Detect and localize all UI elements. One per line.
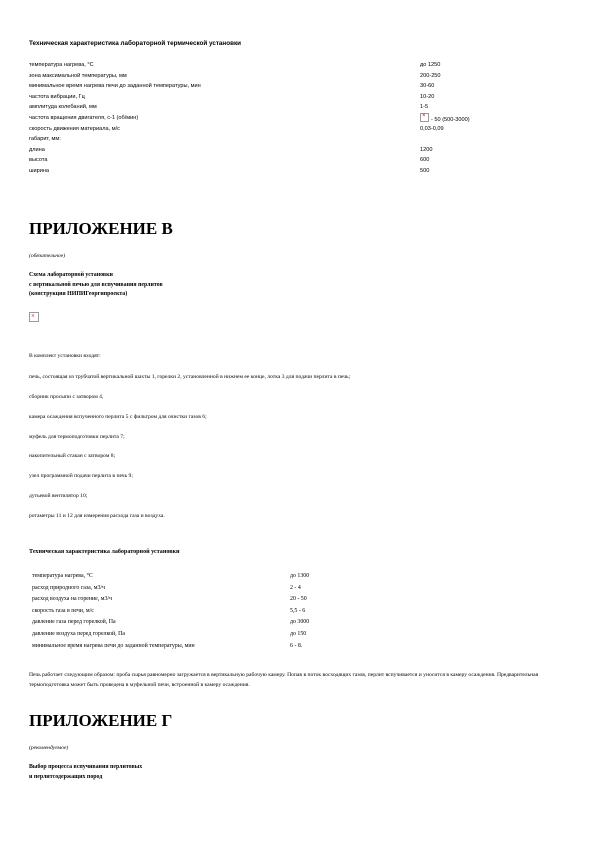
appendix-v-title: ПРИЛОЖЕНИЕ В — [29, 219, 173, 238]
scheme-title-line: Схема лабораторной установки — [29, 272, 113, 278]
spec1-value: 500 — [420, 167, 430, 174]
spec-table-2 — [32, 571, 552, 652]
composition-item: накопительный стакан с затвором 8; — [29, 453, 116, 459]
spec2-value: 6 - 8. — [290, 642, 303, 649]
appendix-g-subtitle: (рекомендуемое) — [29, 745, 69, 751]
spec2-value: до 1300 — [290, 573, 310, 579]
spec1-label: амплитуда колебаний, мм — [29, 104, 97, 111]
composition-item: дутьевой вентилятор 10; — [29, 493, 88, 499]
spec1-value: 1200 — [420, 146, 433, 153]
spec1-row — [29, 102, 569, 113]
spec2-label: расход воздуха на горение, м3/ч — [32, 596, 113, 603]
spec1-value: 200-250 — [420, 72, 441, 79]
spec1-label: частота вибрации, Гц — [29, 93, 85, 100]
spec2-label: давление газа перед горелкой, Па — [32, 619, 116, 626]
spec2-row — [32, 617, 552, 629]
scheme-title — [29, 271, 163, 300]
spec2-row — [32, 583, 552, 595]
spec1-row — [29, 60, 569, 71]
composition-item: узел программной подачи перлита в печь 9; — [29, 473, 133, 479]
spec1-label: высота — [29, 157, 48, 164]
spec2-label: давление воздуха перед горелкой, Па — [32, 630, 125, 637]
appendix-v-subtitle: (обязательное) — [29, 253, 66, 259]
section1-title: Техническая характеристика лабораторной термической установки — [29, 40, 241, 47]
spec2-row — [32, 594, 552, 606]
broken-image-icon — [420, 113, 429, 122]
spec1-row — [29, 166, 569, 177]
spec2-label: расход природного газа, м3/ч — [32, 584, 106, 591]
spec2-row — [32, 571, 552, 583]
composition-item: муфель для термоподготовки перлита 7; — [29, 434, 125, 440]
composition-item: печь, состоящая из трубчатой вертикальной шахты 1, горелки 2, установленной в нижнем ее конце, лотка 3 для подачи перлита в печь; — [29, 374, 351, 380]
spec1-value: 0,03-0,09 — [420, 125, 444, 132]
choose-title-line: и перлитсодержащих пород — [29, 773, 103, 780]
spec1-label: зона максимальной температуры, мм — [29, 72, 127, 79]
spec1-label: скорость движения материала, м/с — [29, 125, 120, 132]
spec2-value: до 3000 — [290, 619, 310, 626]
description-paragraph: Печь работает следующим образом: проба сырья равномерно загружается в вертикальную рабочую камеру. Попав в поток восходящих газов, перлит вспучивается и уносится в камеру осаждения. Предварительная термоподготовка может быть проведена в муфельной печи, встроенной в камеру осаждения. — [29, 672, 539, 688]
spec1-row — [29, 81, 569, 92]
spec2-row — [32, 606, 552, 618]
spec1-value: - 50 (500-3000) — [431, 116, 470, 123]
spec2-label: температура нагрева, °С — [32, 573, 93, 579]
composition-item: ротаметры 11 и 12 для измерения расхода газа и воздуха. — [29, 513, 165, 519]
spec1-label: минимальное время нагрева печи до заданной температуры, мин — [29, 83, 201, 90]
spec2-row — [32, 641, 552, 653]
spec1-row — [29, 92, 569, 103]
spec1-row — [29, 155, 569, 166]
spec1-value: 10-20 — [420, 93, 435, 100]
choose-process-title — [29, 763, 142, 782]
spec1-value: 30-60 — [420, 83, 435, 90]
composition-item: камера осаждения вспученного перлита 5 с фильтром для очистки газов 6; — [29, 414, 207, 420]
composition-intro: В комплект установки входят: — [29, 353, 101, 359]
spec2-label: скорость газа в печи, м/с — [32, 607, 94, 614]
section2-title: Техническая характеристика лабораторной установки — [29, 549, 180, 555]
spec1-value: 600 — [420, 157, 430, 164]
appendix-g-title: ПРИЛОЖЕНИЕ Г — [29, 711, 173, 730]
spec2-label: минимальное время нагрева печи до заданной температуры, мин — [32, 642, 195, 649]
broken-image-icon: × — [29, 312, 39, 322]
spec1-value: 1-5 — [420, 104, 429, 111]
composition-item: сборник просыпи с затвором 4, — [29, 394, 104, 400]
spec1-row — [29, 71, 569, 82]
spec2-value: 5,5 - 6 — [290, 607, 306, 614]
spec2-value: 2 - 4 — [290, 584, 301, 591]
scheme-title-line: (конструкция НИПИГеоргипроекта) — [29, 291, 128, 298]
spec1-label: температура нагрева, °С — [29, 62, 94, 68]
choose-title-line: Выбор процесса вспучивания перлитовых — [29, 764, 143, 770]
spec-table-1 — [29, 60, 569, 177]
spec1-label: частота вращения двигателя, с-1 (об/мин) — [29, 114, 139, 121]
spec1-row — [29, 134, 569, 145]
spec1-value: до 1250 — [420, 62, 441, 68]
spec1-label: длина — [29, 146, 45, 153]
scheme-title-line: с вертикальной печью для вспучивания перлитов — [29, 281, 163, 288]
spec2-row — [32, 629, 552, 641]
spec1-row — [29, 124, 569, 135]
spec1-row — [29, 145, 569, 156]
spec1-label: ширина — [29, 167, 50, 174]
spec2-value: до 150 — [290, 630, 307, 637]
spec1-row — [29, 113, 569, 124]
spec2-value: 20 - 50 — [290, 596, 307, 603]
spec1-label: габарит, мм: — [29, 136, 61, 143]
